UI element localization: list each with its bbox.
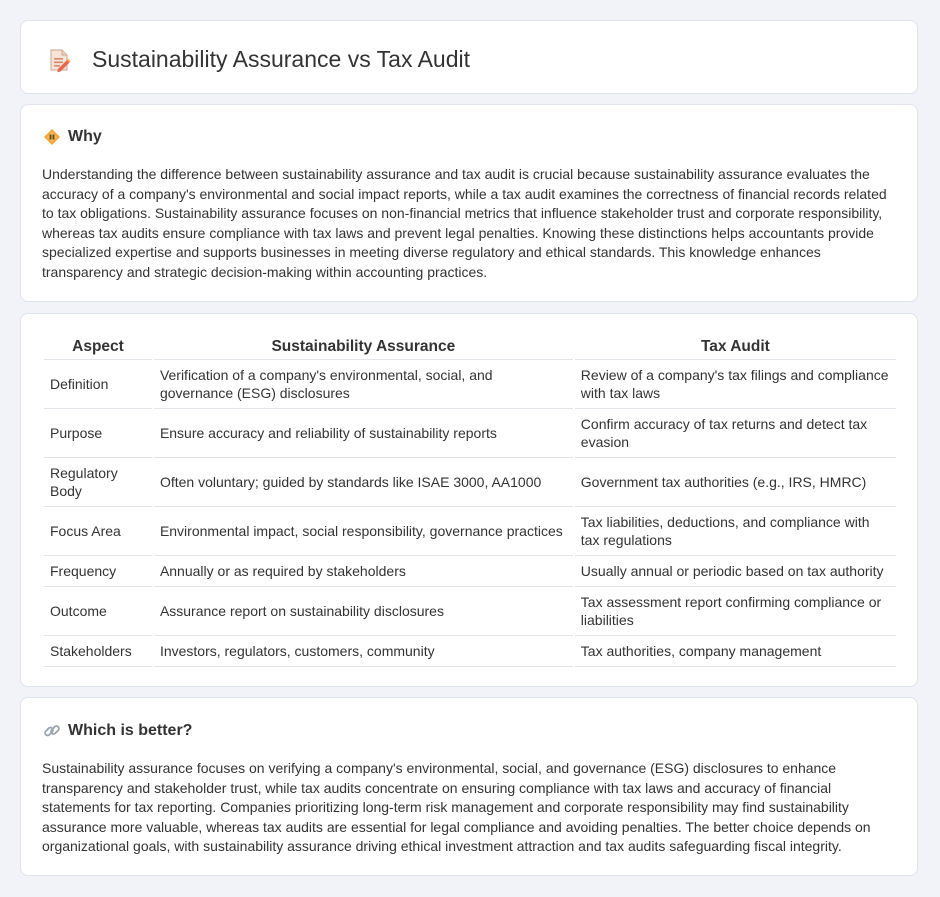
table-row	[44, 636, 896, 667]
table-cell: Ensure accuracy and reliability of sustainability reports	[154, 409, 573, 458]
table-cell-aspect: Stakeholders	[44, 636, 152, 667]
table-cell-aspect: Regulatory Body	[44, 458, 152, 507]
page-title: Sustainability Assurance vs Tax Audit	[92, 46, 471, 72]
table-cell: Annually or as required by stakeholders	[154, 556, 573, 587]
comparison-table	[42, 334, 898, 667]
table-cell-aspect: Focus Area	[44, 507, 152, 556]
why-heading-label: Why	[68, 128, 102, 145]
table-cell: Review of a company's tax filings and compliance with tax laws	[575, 360, 896, 409]
table-cell-aspect: Frequency	[44, 556, 152, 587]
table-cell: Usually annual or periodic based on tax authority	[575, 556, 896, 587]
comparison-table-card	[20, 313, 918, 687]
table-row	[44, 360, 896, 409]
table-cell-aspect: Outcome	[44, 587, 152, 636]
diamond-sign-icon	[43, 128, 61, 146]
table-row	[44, 507, 896, 556]
table-cell: Tax liabilities, deductions, and compliance with tax regulations	[575, 507, 896, 556]
table-header-row	[44, 334, 896, 360]
header-card	[20, 20, 918, 94]
table-cell: Environmental impact, social responsibility, governance practices	[154, 507, 573, 556]
table-cell-aspect: Definition	[44, 360, 152, 409]
document-pencil-icon	[46, 47, 72, 73]
table-row	[44, 458, 896, 507]
which-is-better-section	[20, 697, 918, 876]
column-header: Tax Audit	[575, 334, 896, 360]
link-icon	[43, 722, 61, 740]
why-paragraph: Understanding the difference between sustainability assurance and tax audit is crucial because sustainability assurance evaluates the accuracy of a company's environmental and social impact reports, while a tax audit examines the correctness of financial records related to tax obligations. Sustainability assurance focuses on non-financial metrics that influence stakeholder trust and corporate responsibility, whereas tax audits ensure compliance with tax laws and prevent legal penalties. Knowing these distinctions helps accountants provide specialized expertise and supports businesses in meeting diverse regulatory and ethical standards. This knowledge enhances transparency and strategic decision-making within accounting practices.	[42, 166, 887, 280]
column-header: Sustainability Assurance	[154, 334, 573, 360]
table-row	[44, 587, 896, 636]
table-cell: Verification of a company's environmental, social, and governance (ESG) disclosures	[154, 360, 573, 409]
table-row	[44, 409, 896, 458]
table-cell: Tax authorities, company management	[575, 636, 896, 667]
column-header: Aspect	[44, 334, 152, 360]
table-cell: Confirm accuracy of tax returns and detect tax evasion	[575, 409, 896, 458]
table-cell: Often voluntary; guided by standards like ISAE 3000, AA1000	[154, 458, 573, 507]
better-heading-label: Which is better?	[68, 722, 193, 739]
why-heading	[43, 127, 102, 147]
table-row	[44, 556, 896, 587]
better-paragraph: Sustainability assurance focuses on verifying a company's environmental, social, and governance (ESG) disclosures to enhance transparency and stakeholder trust, while tax audits concentrate on ensuring compliance with tax laws and accuracy of financial statements for tax reporting. Companies prioritizing long-term risk management and corporate responsibility may find sustainability assurance more valuable, whereas tax audits are essential for legal compliance and avoiding penalties. The better choice depends on organizational goals, with sustainability assurance driving ethical investment attraction and tax audits safeguarding fiscal integrity.	[42, 760, 871, 854]
table-cell: Investors, regulators, customers, community	[154, 636, 573, 667]
table-cell-aspect: Purpose	[44, 409, 152, 458]
better-heading	[43, 721, 192, 741]
table-cell: Government tax authorities (e.g., IRS, HMRC)	[575, 458, 896, 507]
table-cell: Tax assessment report confirming compliance or liabilities	[575, 587, 896, 636]
why-section	[20, 104, 918, 302]
table-cell: Assurance report on sustainability disclosures	[154, 587, 573, 636]
